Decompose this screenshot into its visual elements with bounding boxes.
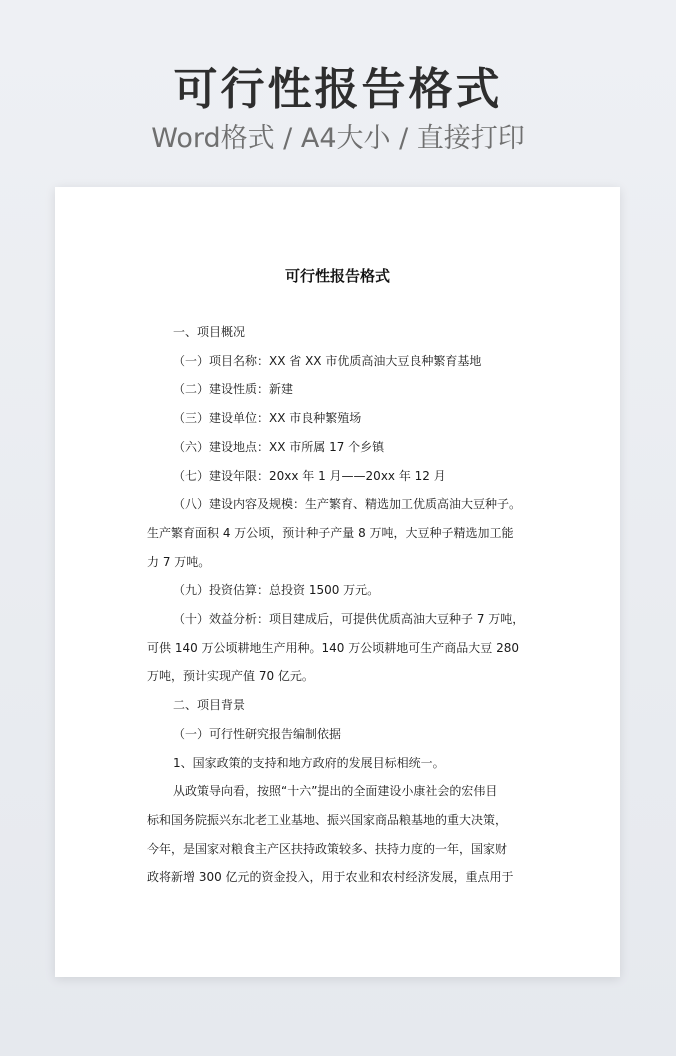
banner-subtitle: Word格式 / A4大小 / 直接打印 — [151, 123, 525, 154]
construction-scope-paragraph — [147, 490, 530, 576]
paragraph-line: 今年，是国家对粮食主产区扶持政策较多、扶持力度的一年，国家财 — [147, 841, 508, 856]
paragraph-line: 政将新增 300 亿元的资金投入，用于农业和农村经济发展，重点用于 — [147, 870, 514, 885]
paragraph-line: 可供 140 万公顷耕地生产用种。140 万公顷耕地可生产商品大豆 280 — [147, 640, 519, 655]
project-name-line: （一）项目名称：XX 省 XX 市优质高油大豆良种繁育基地 — [173, 353, 482, 368]
section-heading-background: 二、项目背景 — [173, 698, 246, 713]
construction-period-line: （七）建设年限：20xx 年 1 月——20xx 年 12 月 — [173, 468, 446, 483]
document-body — [147, 318, 530, 892]
subsection-heading-basis: （一）可行性研究报告编制依据 — [173, 726, 342, 741]
paragraph-line: （十）效益分析：项目建成后，可提供优质高油大豆种子 7 万吨， — [173, 612, 525, 627]
investment-estimate-line: （九）投资估算：总投资 1500 万元。 — [173, 583, 380, 598]
document-title: 可行性报告格式 — [284, 267, 390, 285]
paragraph-line: （八）建设内容及规模：生产繁育、精选加工优质高油大豆种子。 — [173, 497, 522, 512]
document-page — [55, 187, 620, 977]
construction-location-line: （六）建设地点：XX 市所属 17 个乡镇 — [173, 439, 385, 454]
policy-paragraph — [147, 777, 530, 892]
banner-title: 可行性报告格式 — [173, 64, 503, 115]
paragraph-line: 从政策导向看，按照“十六”提出的全面建设小康社会的宏伟目 — [173, 784, 498, 799]
paragraph-line: 万吨，预计实现产值 70 亿元。 — [147, 669, 314, 684]
benefit-analysis-paragraph — [147, 605, 530, 691]
basis-item-1: 1、国家政策的支持和地方政府的发展目标相统一。 — [173, 755, 445, 770]
paragraph-line: 生产繁育面积 4 万公顷，预计种子产量 8 万吨，大豆种子精选加工能 — [147, 525, 514, 540]
construction-unit-line: （三）建设单位：XX 市良种繁殖场 — [173, 411, 362, 426]
banner — [0, 62, 676, 158]
paragraph-line: 力 7 万吨。 — [147, 554, 211, 569]
paragraph-line: 标和国务院振兴东北老工业基地、振兴国家商品粮基地的重大决策， — [147, 812, 508, 827]
construction-nature-line: （二）建设性质：新建 — [173, 382, 294, 397]
section-heading-overview: 一、项目概况 — [173, 325, 246, 339]
